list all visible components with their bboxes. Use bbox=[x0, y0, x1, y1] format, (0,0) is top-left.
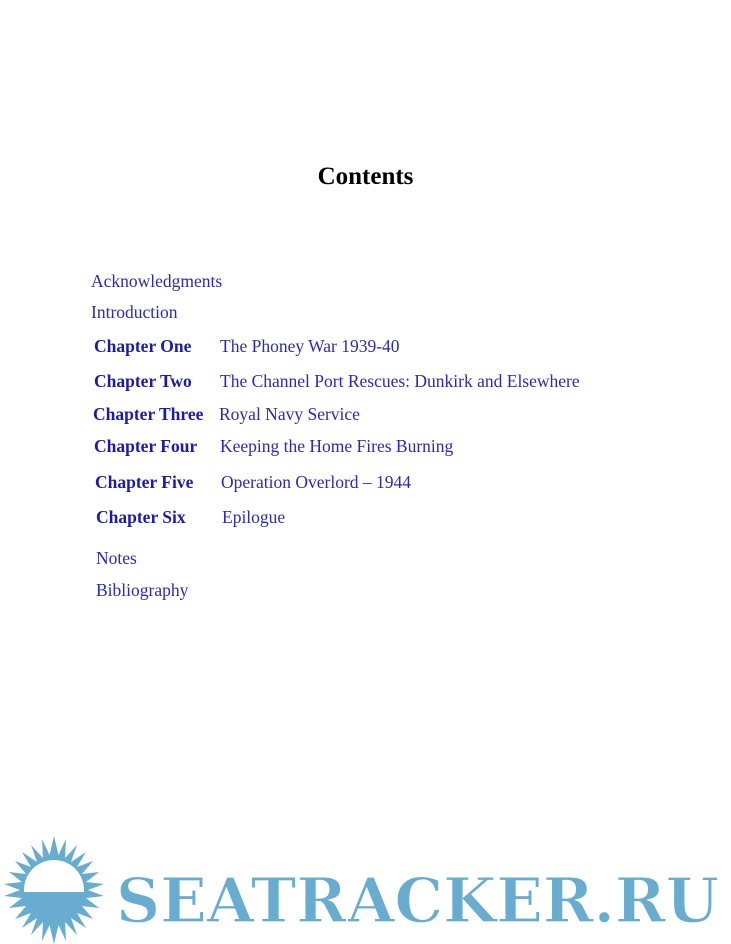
toc-link-introduction[interactable]: Introduction bbox=[91, 302, 178, 322]
toc-chapter-two-title[interactable]: The Channel Port Rescues: Dunkirk and Elsewhere bbox=[220, 371, 580, 391]
toc-chapter-five-title[interactable]: Operation Overlord – 1944 bbox=[221, 472, 412, 492]
seatracker-watermark bbox=[0, 832, 731, 944]
toc-chapter-six-title[interactable]: Epilogue bbox=[222, 507, 286, 527]
page-title: Contents bbox=[317, 163, 414, 190]
watermark-text: SEATRACKER.RU bbox=[116, 864, 719, 937]
toc-chapter-four-label[interactable]: Chapter Four bbox=[94, 436, 198, 456]
toc-chapter-one-title[interactable]: The Phoney War 1939-40 bbox=[220, 336, 400, 356]
toc-chapter-one-label[interactable]: Chapter One bbox=[94, 336, 192, 356]
toc-chapter-four-title[interactable]: Keeping the Home Fires Burning bbox=[220, 436, 454, 456]
toc-chapter-three-title[interactable]: Royal Navy Service bbox=[219, 404, 360, 424]
toc-link-acknowledgments[interactable]: Acknowledgments bbox=[91, 271, 223, 291]
toc-link-bibliography[interactable]: Bibliography bbox=[96, 580, 189, 600]
toc-chapter-five-label[interactable]: Chapter Five bbox=[95, 472, 194, 492]
toc-chapter-three-label[interactable]: Chapter Three bbox=[93, 404, 204, 424]
toc-chapter-two-label[interactable]: Chapter Two bbox=[94, 371, 192, 391]
sunburst-logo-icon bbox=[4, 836, 104, 944]
toc-link-notes[interactable]: Notes bbox=[96, 548, 137, 568]
toc-chapter-six-label[interactable]: Chapter Six bbox=[96, 507, 186, 527]
